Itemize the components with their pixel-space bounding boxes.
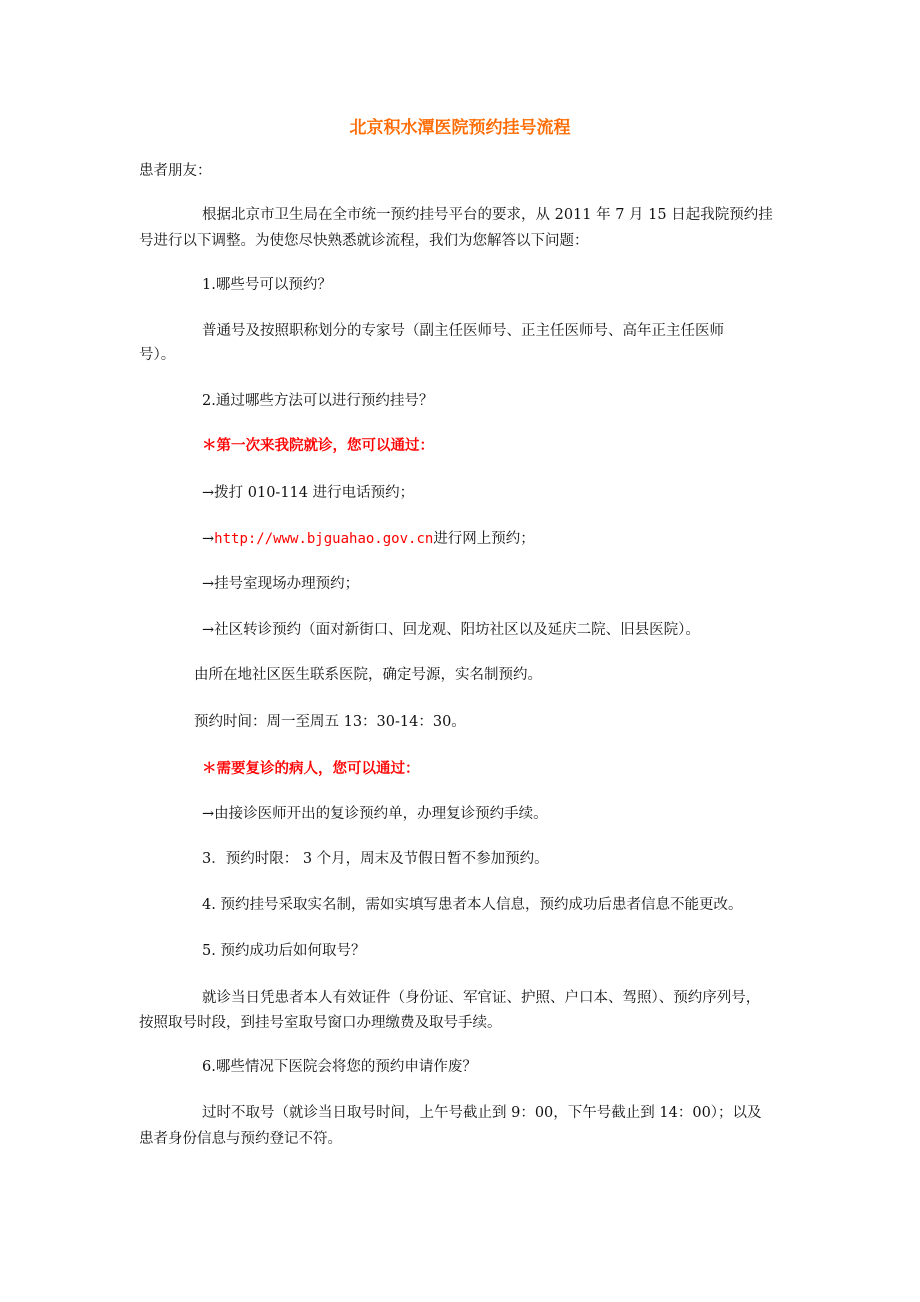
method-community: →社区转诊预约（面对新街口、回龙观、阳坊社区以及延庆二院、旧县医院）。	[202, 622, 700, 638]
method-web	[202, 526, 535, 552]
question-6: 6.哪些情况下医院会将您的预约申请作废？	[202, 1059, 477, 1075]
answer-6-line-1: 过时不取号（就诊当日取号时间，上午号截止到 9：00，下午号截止到 14：00）；以及	[202, 1105, 762, 1121]
community-note: 由所在地社区医生联系医院，确定号源，实名制预约。	[194, 667, 542, 683]
booking-website-link[interactable]: http://www.bjguahao.gov.cn	[214, 531, 434, 547]
intro-line-2: 号进行以下调整。为使您尽快熟悉就诊流程，我们为您解答以下问题：	[139, 233, 589, 249]
page-title: 北京积水潭医院预约挂号流程	[349, 118, 571, 138]
question-5: 5. 预约成功后如何取号？	[202, 943, 366, 959]
question-4: 4. 预约挂号采取实名制，需如实填写患者本人信息，预约成功后患者信息不能更改。	[202, 897, 743, 913]
method-phone: →拨打 010-114 进行电话预约；	[202, 485, 415, 501]
first-visit-heading: ＊第一次来我院就诊，您可以通过：	[202, 438, 434, 454]
answer-6-line-2: 患者身份信息与预约登记不符。	[139, 1131, 342, 1147]
revisit-heading: ＊需要复诊的病人，您可以通过：	[202, 761, 420, 777]
method-onsite: →挂号室现场办理预约；	[202, 576, 360, 592]
community-time: 预约时间：周一至周五 13：30-14：30。	[194, 714, 466, 730]
intro-line-1: 根据北京市卫生局在全市统一预约挂号平台的要求，从 2011 年 7 月 15 日起我院预约挂	[202, 207, 773, 223]
answer-1-line-2: 号）。	[139, 347, 176, 363]
method-web-suffix: 进行网上预约；	[433, 531, 535, 547]
question-1: 1.哪些号可以预约？	[202, 277, 332, 293]
question-3: 3．预约时限： 3 个月，周末及节假日暂不参加预约。	[202, 851, 549, 867]
answer-1-line-1: 普通号及按照职称划分的专家号（副主任医师号、正主任医师号、高年正主任医师	[202, 323, 724, 339]
answer-5-line-2: 按照取号时段，到挂号室取号窗口办理缴费及取号手续。	[139, 1015, 502, 1031]
revisit-method: →由接诊医师开出的复诊预约单，办理复诊预约手续。	[202, 806, 548, 822]
answer-5-line-1: 就诊当日凭患者本人有效证件（身份证、军官证、护照、户口本、驾照）、预约序列号，	[202, 990, 761, 1006]
question-2: 2.通过哪些方法可以进行预约挂号？	[202, 393, 434, 409]
salutation: 患者朋友：	[139, 163, 212, 179]
arrow-icon: →	[202, 531, 215, 547]
